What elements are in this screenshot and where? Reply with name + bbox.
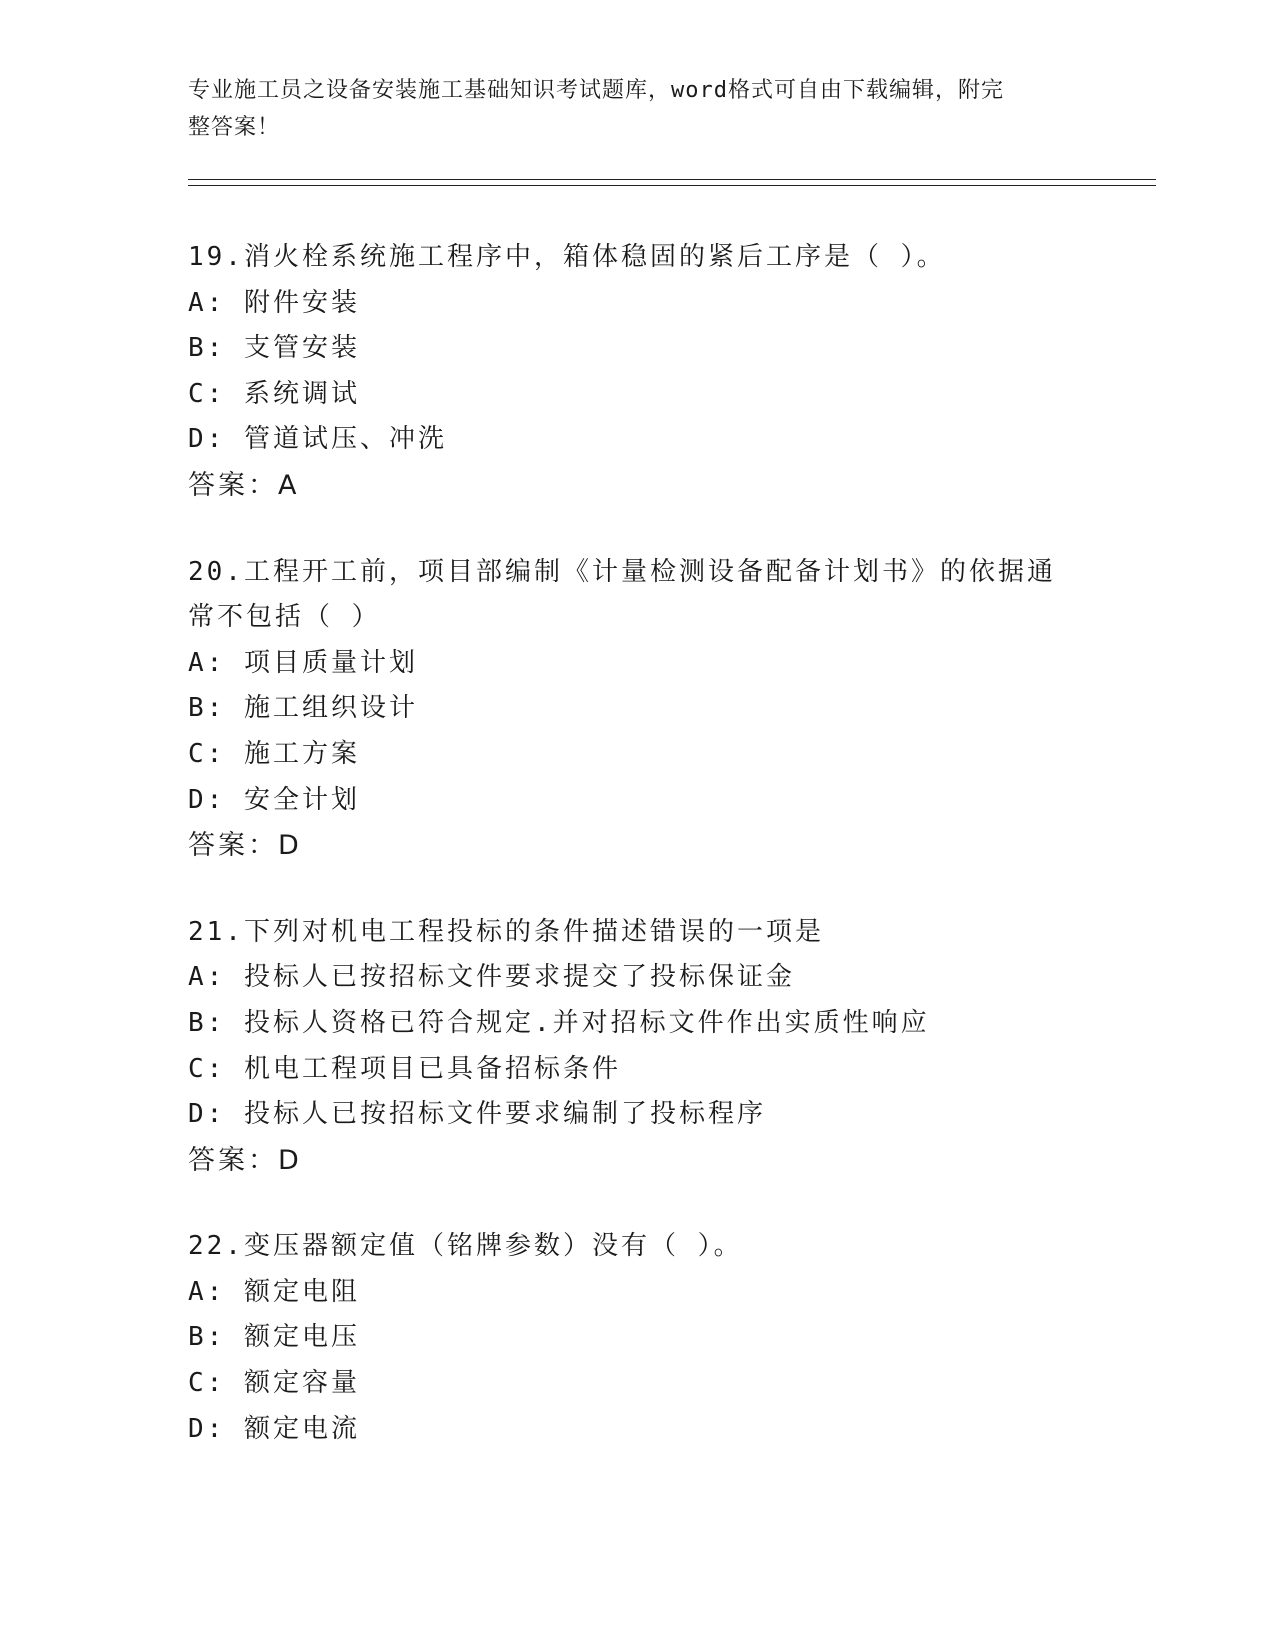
- question-text: 21.下列对机电工程投标的条件描述错误的一项是: [188, 916, 824, 947]
- option-b: B: 施工组织设计: [188, 693, 418, 724]
- question-list: [188, 235, 1088, 1493]
- option-a: A: 投标人已按招标文件要求提交了投标保证金: [188, 962, 795, 993]
- header-line-1: 专业施工员之设备安装施工基础知识考试题库，word格式可自由下载编辑，附完: [188, 78, 1004, 103]
- header-line-2: 整答案！: [188, 115, 281, 140]
- document-header: [188, 72, 1088, 146]
- option-d: D: 投标人已按招标文件要求编制了投标程序: [188, 1099, 766, 1130]
- option-b: B: 支管安装: [188, 333, 360, 364]
- option-c: C: 施工方案: [188, 738, 360, 769]
- question-20: [188, 550, 1088, 869]
- question-text: 22.变压器额定值（铭牌参数）没有（ ）。: [188, 1231, 743, 1262]
- option-d: D: 安全计划: [188, 784, 360, 815]
- option-c: C: 额定容量: [188, 1368, 360, 1399]
- question-text: 20.工程开工前，项目部编制《计量检测设备配备计划书》的依据通常不包括（ ）: [188, 556, 1056, 633]
- option-b: B: 投标人资格已符合规定.并对招标文件作出实质性响应: [188, 1007, 930, 1038]
- question-text: 19.消火栓系统施工程序中，箱体稳固的紧后工序是（ ）。: [188, 242, 946, 272]
- option-a: A: 附件安装: [188, 287, 360, 318]
- header-divider-top: [188, 179, 1156, 180]
- option-b: B: 额定电压: [188, 1322, 360, 1353]
- option-c: C: 机电工程项目已具备招标条件: [188, 1053, 621, 1084]
- answer: 答案：D: [188, 1144, 302, 1176]
- answer: 答案：D: [188, 830, 302, 862]
- option-a: A: 额定电阻: [188, 1276, 360, 1307]
- option-d: D: 额定电流: [188, 1413, 360, 1444]
- header-divider-bottom: [188, 185, 1156, 186]
- question-19: [188, 235, 1088, 509]
- question-22: [188, 1224, 1088, 1452]
- option-c: C: 系统调试: [188, 378, 360, 409]
- question-21: [188, 910, 1088, 1184]
- answer: 答案：A: [188, 469, 300, 501]
- option-d: D: 管道试压、冲洗: [188, 424, 447, 455]
- option-a: A: 项目质量计划: [188, 647, 418, 678]
